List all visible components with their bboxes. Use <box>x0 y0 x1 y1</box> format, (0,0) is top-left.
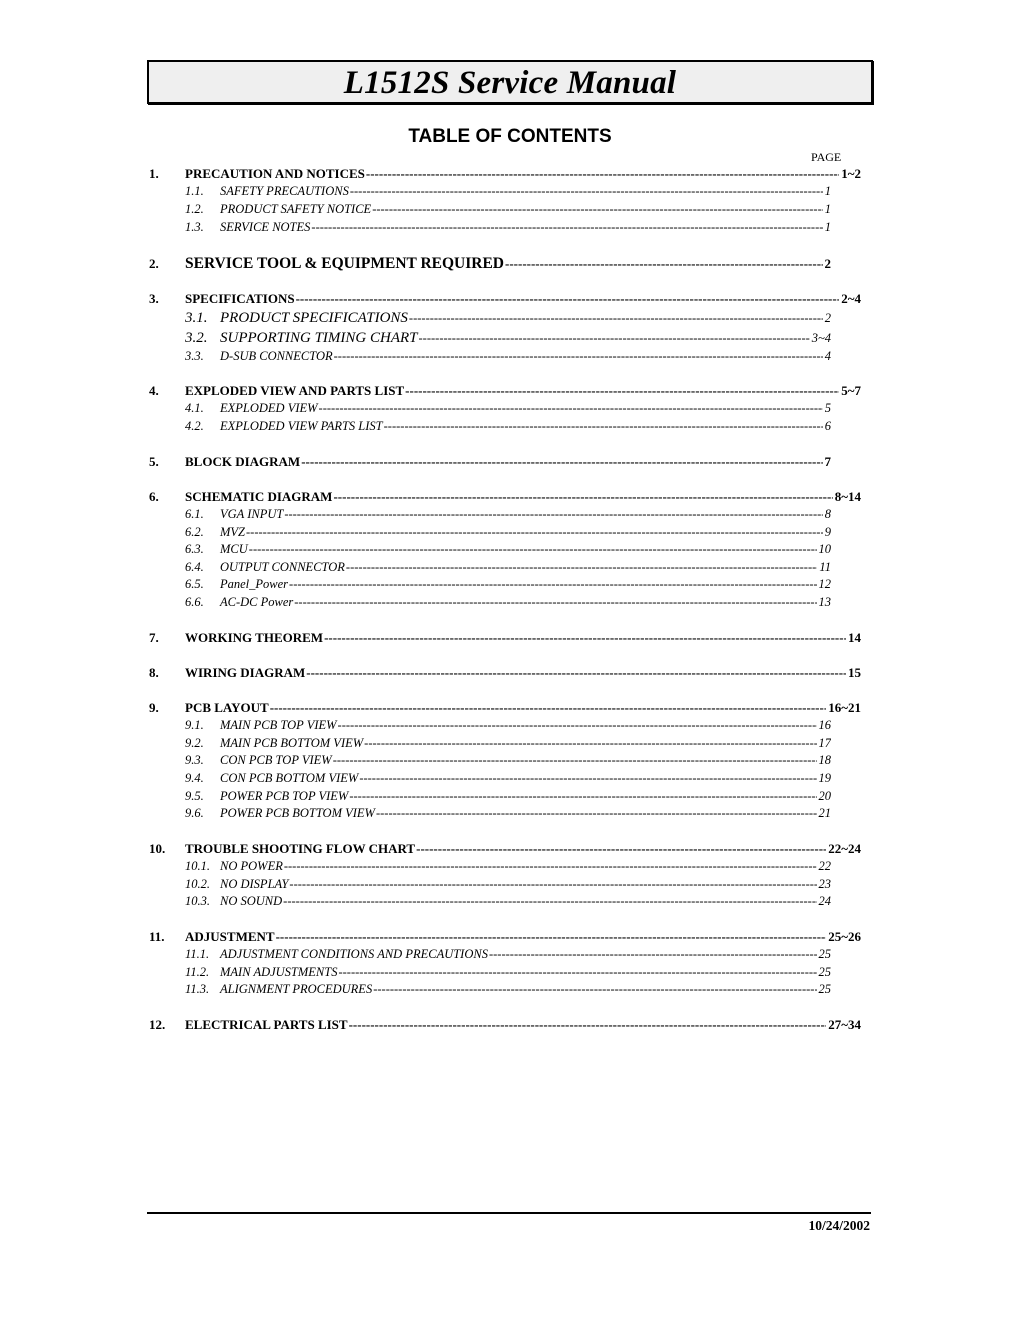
section-number: 11. <box>149 929 165 944</box>
subsection-title: D-SUB CONNECTOR <box>220 349 333 363</box>
section-title: ELECTRICAL PARTS LIST <box>185 1017 348 1032</box>
subsection-page: 8 <box>824 507 831 521</box>
section-page: 8~14 <box>834 489 861 504</box>
section-page: 27~34 <box>828 1017 861 1032</box>
section-page: 5~7 <box>841 383 861 398</box>
subsection-title: EXPLODED VIEW <box>220 401 318 415</box>
subsection-title: PRODUCT SAFETY NOTICE <box>220 202 372 216</box>
section-title: PRECAUTION AND NOTICES <box>185 166 365 181</box>
subsection-number: 3.1. <box>185 310 208 326</box>
subsection-number: 10.3. <box>185 894 210 908</box>
subsection-page: 21 <box>818 806 831 820</box>
section-page: 2~4 <box>841 291 861 306</box>
subsection-page: 1 <box>824 202 831 216</box>
section-page: 22~24 <box>828 841 861 856</box>
section-number: 3. <box>149 291 159 306</box>
subsection-page: 3~4 <box>811 331 831 345</box>
subsection-number: 4.2. <box>185 419 204 433</box>
subsection-title: NO POWER <box>220 859 283 873</box>
subsection-number: 6.1. <box>185 507 204 521</box>
subsection-page: 9 <box>824 525 831 539</box>
subsection-page: 1 <box>824 220 831 234</box>
subsection-title: ADJUSTMENT CONDITIONS AND PRECAUTIONS <box>220 947 488 961</box>
subsection-number: 10.1. <box>185 859 210 873</box>
subsection-title: POWER PCB BOTTOM VIEW <box>220 806 375 820</box>
subsection-number: 3.2. <box>185 330 208 346</box>
subsection-page: 25 <box>818 982 831 996</box>
section-number: 4. <box>149 383 159 398</box>
subsection-page: 19 <box>818 771 831 785</box>
subsection-page: 12 <box>818 577 831 591</box>
document-title: L1512S Service Manual <box>343 65 677 101</box>
subsection-number: 3.3. <box>185 349 204 363</box>
subsection-title: SAFETY PRECAUTIONS <box>220 184 349 198</box>
subsection-number: 9.4. <box>185 771 204 785</box>
subsection-title: OUTPUT CONNECTOR <box>220 560 345 574</box>
section-page: 14 <box>848 630 861 645</box>
subsection-page: 25 <box>818 965 831 979</box>
section-page: 1~2 <box>841 166 861 181</box>
footer-divider <box>147 1212 871 1214</box>
toc-heading: TABLE OF CONTENTS <box>408 126 612 147</box>
subsection-page: 22 <box>818 859 831 873</box>
subsection-title: MAIN PCB TOP VIEW <box>220 718 337 732</box>
subsection-page: 5 <box>824 401 831 415</box>
section-title: WIRING DIAGRAM <box>185 665 306 680</box>
section-page: 2 <box>824 256 831 271</box>
subsection-number: 9.5. <box>185 789 204 803</box>
section-page: 7 <box>824 454 831 469</box>
section-title: SCHEMATIC DIAGRAM <box>185 489 333 504</box>
subsection-title: PRODUCT SPECIFICATIONS <box>220 310 408 326</box>
section-title: TROUBLE SHOOTING FLOW CHART <box>185 841 416 856</box>
section-number: 5. <box>149 454 159 469</box>
subsection-number: 10.2. <box>185 877 210 891</box>
subsection-page: 10 <box>818 542 831 556</box>
subsection-page: 1 <box>824 184 831 198</box>
section-title: SPECIFICATIONS <box>185 291 295 306</box>
subsection-page: 20 <box>818 789 831 803</box>
subsection-title: Panel_Power <box>220 577 289 591</box>
section-number: 2. <box>149 256 159 271</box>
page-column-label: PAGE <box>811 150 842 164</box>
subsection-page: 25 <box>818 947 831 961</box>
subsection-number: 11.1. <box>185 947 210 961</box>
subsection-title: EXPLODED VIEW PARTS LIST <box>220 419 383 433</box>
section-title: BLOCK DIAGRAM <box>185 454 301 469</box>
section-title: PCB LAYOUT <box>185 700 269 715</box>
subsection-number: 1.3. <box>185 220 204 234</box>
document-title-box <box>147 60 873 104</box>
section-title: EXPLODED VIEW AND PARTS LIST <box>185 383 405 398</box>
subsection-number: 6.3. <box>185 542 204 556</box>
subsection-title: MCU <box>220 542 248 556</box>
subsection-number: 4.1. <box>185 401 204 415</box>
subsection-page: 6 <box>824 419 831 433</box>
section-number: 10. <box>149 841 166 856</box>
section-number: 8. <box>149 665 159 680</box>
subsection-title: CON PCB TOP VIEW <box>220 753 332 767</box>
subsection-title: ALIGNMENT PROCEDURES <box>220 982 373 996</box>
footer-date: 10/24/2002 <box>808 1218 870 1233</box>
section-number: 6. <box>149 489 159 504</box>
subsection-title: NO SOUND <box>220 894 283 908</box>
section-page: 15 <box>848 665 861 680</box>
subsection-title: VGA INPUT <box>220 507 284 521</box>
subsection-title: AC-DC Power <box>220 595 294 609</box>
subsection-page: 2 <box>824 311 831 325</box>
subsection-number: 6.5. <box>185 577 204 591</box>
subsection-page: 17 <box>818 736 831 750</box>
section-page: 16~21 <box>828 700 861 715</box>
section-number: 1. <box>149 166 159 181</box>
subsection-title: MVZ <box>220 525 245 539</box>
subsection-title: MAIN PCB BOTTOM VIEW <box>220 736 364 750</box>
subsection-title: SUPPORTING TIMING CHART <box>220 330 418 346</box>
subsection-number: 9.3. <box>185 753 204 767</box>
subsection-page: 11 <box>819 560 831 574</box>
subsection-title: CON PCB BOTTOM VIEW <box>220 771 359 785</box>
section-number: 12. <box>149 1017 166 1032</box>
section-title: SERVICE TOOL & EQUIPMENT REQUIRED <box>185 255 504 272</box>
subsection-number: 9.2. <box>185 736 204 750</box>
subsection-number: 1.2. <box>185 202 204 216</box>
subsection-page: 18 <box>818 753 831 767</box>
section-title: ADJUSTMENT <box>185 929 275 944</box>
subsection-number: 6.4. <box>185 560 204 574</box>
subsection-number: 6.6. <box>185 595 204 609</box>
subsection-page: 13 <box>818 595 831 609</box>
section-number: 9. <box>149 700 159 715</box>
subsection-number: 11.3. <box>185 982 210 996</box>
section-number: 7. <box>149 630 159 645</box>
subsection-title: MAIN ADJUSTMENTS <box>220 965 338 979</box>
subsection-number: 11.2. <box>185 965 210 979</box>
subsection-page: 4 <box>824 349 831 363</box>
subsection-title: NO DISPLAY <box>220 877 289 891</box>
subsection-title: SERVICE NOTES <box>220 220 311 234</box>
subsection-number: 6.2. <box>185 525 204 539</box>
subsection-title: POWER PCB TOP VIEW <box>220 789 349 803</box>
section-page: 25~26 <box>828 929 861 944</box>
section-title: WORKING THEOREM <box>185 630 324 645</box>
subsection-number: 9.6. <box>185 806 204 820</box>
subsection-page: 23 <box>818 877 831 891</box>
subsection-page: 24 <box>818 894 831 908</box>
subsection-page: 16 <box>818 718 831 732</box>
subsection-number: 1.1. <box>185 184 204 198</box>
subsection-number: 9.1. <box>185 718 204 732</box>
